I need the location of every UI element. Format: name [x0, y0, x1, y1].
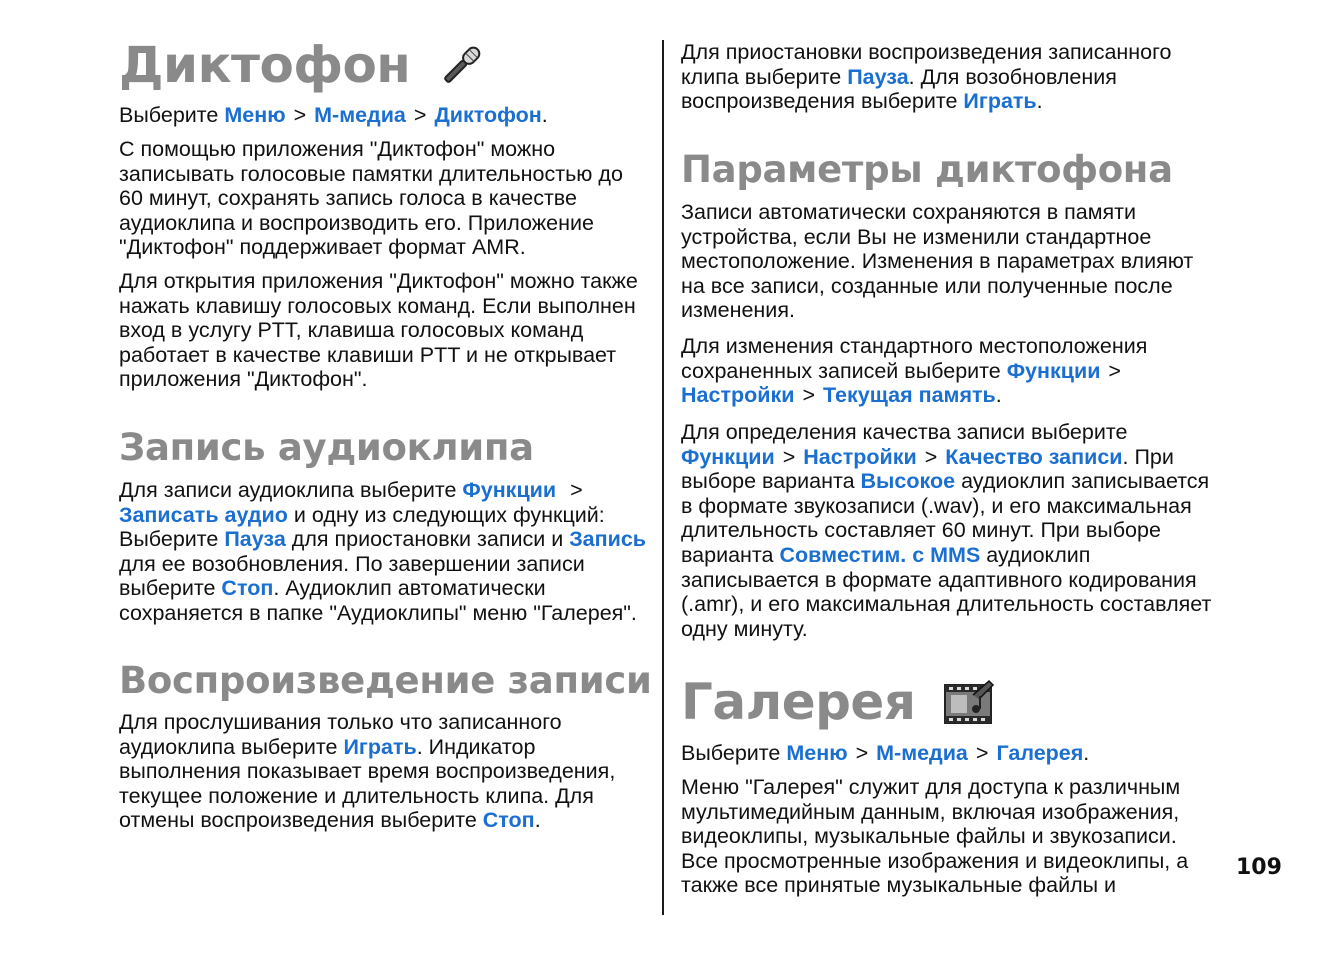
record-record-link[interactable]: Запись — [569, 527, 647, 552]
play-link[interactable]: Играть — [963, 89, 1037, 114]
gallery-title-text: Галерея — [681, 673, 916, 731]
record-text: и одну из следующих функций: Выберите — [119, 502, 605, 552]
column-divider — [662, 40, 664, 915]
settings-settings-link[interactable]: Настройки — [681, 383, 795, 408]
record-text: . Аудиоклип автоматически сохраняется в папке "Аудиоклипы" меню "Галерея". — [119, 576, 637, 625]
gallery-nav — [681, 741, 1221, 766]
nav-menu-link[interactable]: Меню — [224, 103, 286, 127]
quality-high-link[interactable]: Высокое — [860, 469, 956, 494]
gallery-nav-menu-link[interactable]: Меню — [786, 741, 848, 765]
gallery-nav-media-link[interactable]: М-медиа — [876, 741, 968, 765]
quality-functions-link[interactable]: Функции — [681, 444, 775, 469]
settings-paragraph-3 — [681, 420, 1213, 641]
playback-stop-link[interactable]: Стоп — [482, 808, 535, 833]
playback-text: Для прослушивания только что записанного аудиоклипа выберите — [119, 710, 562, 759]
record-pause-link[interactable]: Пауза — [224, 527, 286, 552]
record-functions-link[interactable]: Функции — [462, 478, 557, 502]
settings-current-memory-link[interactable]: Текущая память — [823, 383, 996, 408]
playback-text: . — [534, 808, 541, 833]
nav-recorder-link[interactable]: Диктофон — [434, 103, 542, 127]
nav-separator: > — [855, 741, 869, 765]
settings-paragraph-2 — [681, 334, 1213, 408]
nav-separator: > — [413, 103, 427, 127]
settings-text: Для изменения стандартного местоположения сохраненных записей выберите — [681, 334, 1148, 383]
settings-text: аудиоклип записывается в формате адаптивного кодирования (.amr), и его максимальная длительность составляет одну минуту. — [681, 542, 1212, 641]
settings-heading: Параметры диктофона — [681, 148, 1173, 191]
page-number: 109 — [1236, 855, 1282, 880]
settings-text: Для определения качества записи выберите — [681, 420, 1128, 444]
record-paragraph — [119, 478, 659, 626]
intro-paragraph: С помощью приложения "Диктофон" можно записывать голосовые памятки длительностью до 60 минут, сохранять запись голоса в качестве аудиоклипа и воспроизводить его. Приложение "Диктофон" поддерживает формат AMR. — [119, 137, 623, 260]
settings-separator: > — [802, 383, 815, 408]
settings-functions-link[interactable]: Функции — [1006, 358, 1101, 383]
settings-separator: > — [782, 444, 796, 469]
gallery-film-music-icon — [943, 679, 995, 725]
pause-text: . Для возобновления воспроизведения выберите — [681, 64, 1117, 114]
gallery-nav-gallery-link[interactable]: Галерея — [996, 741, 1084, 765]
playback-play-link[interactable]: Играть — [343, 734, 417, 759]
record-text: Для записи аудиоклипа выберите — [119, 478, 457, 502]
settings-text: . — [995, 383, 1002, 408]
pause-text: Для приостановки воспроизведения записанного клипа выберите — [681, 40, 1172, 89]
settings-text: аудиоклип записывается в формате звукозаписи (.wav), и его максимальная длительность составляет 60 минут. При выборе варианта — [681, 469, 1210, 567]
playback-text: . Индикатор выполнения показывает время воспроизведения, текущее положение и длительность клипа. Для отмены воспроизведения выберите — [119, 734, 616, 833]
nav-prefix: Выберите — [119, 103, 219, 127]
record-text: для приостановки записи и — [291, 527, 564, 552]
playback-heading: Воспроизведение записи — [119, 659, 652, 702]
pause-text: . — [1036, 89, 1043, 114]
playback-paragraph — [119, 710, 647, 833]
nav-prefix: Выберите — [681, 741, 781, 765]
settings-separator: > — [924, 444, 938, 469]
voice-recorder-title — [119, 37, 486, 93]
quality-mms-link[interactable]: Совместим. с MMS — [779, 542, 981, 567]
open-info-paragraph: Для открытия приложения "Диктофон" можно также нажать клавишу голосовых команд. Если выполнен вход в услугу PTT, клавиша голосовых команд работает в качестве клавиши PTT и не открывает приложения "Диктофон". — [119, 269, 638, 392]
nav-media-link[interactable]: М-медиа — [314, 103, 406, 127]
voice-recorder-title-text: Диктофон — [119, 36, 411, 94]
record-text: для ее возобновления. По завершении записи выберите — [119, 551, 585, 601]
record-separator: > — [570, 478, 583, 502]
pause-link[interactable]: Пауза — [847, 64, 909, 89]
microphone-icon — [438, 41, 486, 89]
record-heading: Запись аудиоклипа — [119, 426, 534, 469]
pause-paragraph — [681, 40, 1211, 114]
nav-end: . — [541, 103, 548, 127]
gallery-paragraph: Меню "Галерея" служит для доступа к различным мультимедийным данным, включая изображения, видеоклипы, музыкальные файлы и звукозаписи. Все просмотренные изображения и видеоклипы, а также все принятые музыкальные файлы и — [681, 775, 1189, 898]
quality-settings-link[interactable]: Настройки — [803, 444, 917, 469]
settings-separator: > — [1108, 358, 1121, 383]
gallery-title — [681, 674, 995, 730]
nav-end: . — [1083, 741, 1090, 765]
settings-paragraph-1: Записи автоматически сохраняются в памяти устройства, если Вы не изменили стандартное местоположение. Изменения в параметрах влияют на все записи, созданные или полученные после изменения. — [681, 200, 1194, 323]
nav-separator: > — [293, 103, 307, 127]
voice-recorder-nav — [119, 103, 659, 128]
nav-separator: > — [975, 741, 989, 765]
record-stop-link[interactable]: Стоп — [221, 576, 274, 601]
quality-record-link[interactable]: Качество записи — [945, 444, 1123, 469]
record-audio-link[interactable]: Записать аудио — [119, 502, 288, 527]
settings-text: . При выборе варианта — [681, 444, 1174, 494]
